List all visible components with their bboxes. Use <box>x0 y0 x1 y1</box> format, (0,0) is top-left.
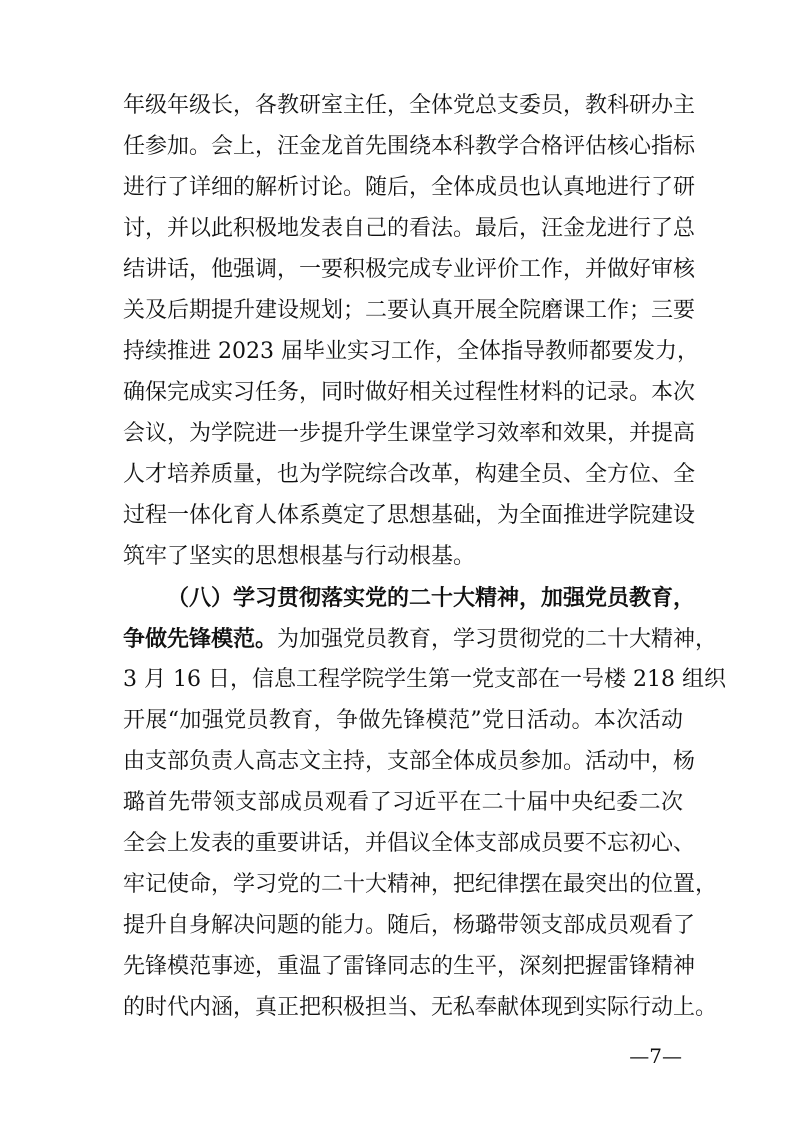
paragraph-line: 持续推进 2023 届毕业实习工作，全体指导教师都要发力， <box>123 339 699 364</box>
paragraph-line: 全会上发表的重要讲话，并倡议全体支部成员要不忘初心、 <box>123 831 696 856</box>
paragraph-line: 过程一体化育人体系奠定了思想基础，为全面推进学院建设 <box>123 503 696 528</box>
paragraph-line: 筑牢了坚实的思想根基与行动根基。 <box>123 544 476 569</box>
paragraph-line: 进行了详细的解析讨论。随后，全体成员也认真地进行了研 <box>123 175 696 200</box>
paragraph-line: 璐首先带领支部成员观看了习近平在二十届中央纪委二次 <box>123 790 683 815</box>
paragraph-line: 先锋模范事迹，重温了雷锋同志的生平，深刻把握雷锋精神 <box>123 954 696 979</box>
paragraph-line: 提升自身解决问题的能力。随后，杨璐带领支部成员观看了 <box>123 913 696 938</box>
paragraph-line: 关及后期提升建设规划；二要认真开展全院磨课工作；三要 <box>123 298 696 323</box>
paragraph-line: 年级年级长，各教研室主任，全体党总支委员，教科研办主 <box>123 93 696 118</box>
paragraph-line: 牢记使命，学习党的二十大精神，把纪律摆在最突出的位置， <box>123 872 718 897</box>
page-number: —7— <box>629 1044 682 1068</box>
section-heading: （八）学习贯彻落实党的二十大精神，加强党员教育， <box>167 585 696 611</box>
paragraph-line: 开展“加强党员教育，争做先锋模范”党日活动。本次活动 <box>123 708 683 733</box>
paragraph-line: 会议，为学院进一步提升学生课堂学习效率和效果，并提高 <box>123 421 696 446</box>
paragraph-line: 结讲话，他强调，一要积极完成专业评价工作，并做好审核 <box>123 257 696 282</box>
section-heading-tail: 争做先锋模范。 <box>123 626 278 652</box>
paragraph-text: 为加强党员教育，学习贯彻党的二十大精神， <box>277 627 718 652</box>
paragraph-line: 由支部负责人高志文主持，支部全体成员参加。活动中，杨 <box>123 749 696 774</box>
section-heading-continuation <box>123 623 718 655</box>
paragraph-line: 人才培养质量，也为学院综合改革，构建全员、全方位、全 <box>123 462 696 487</box>
paragraph-line: 确保完成实习任务，同时做好相关过程性材料的记录。本次 <box>123 380 696 405</box>
paragraph-line: 3 月 16 日，信息工程学院学生第一党支部在一号楼 218 组织 <box>123 667 726 692</box>
paragraph-line: 的时代内涵，真正把积极担当、无私奉献体现到实际行动上。 <box>123 995 718 1020</box>
paragraph-line: 任参加。会上，汪金龙首先围绕本科教学合格评估核心指标 <box>123 134 696 159</box>
paragraph-line: 讨，并以此积极地发表自己的看法。最后，汪金龙进行了总 <box>123 216 696 241</box>
